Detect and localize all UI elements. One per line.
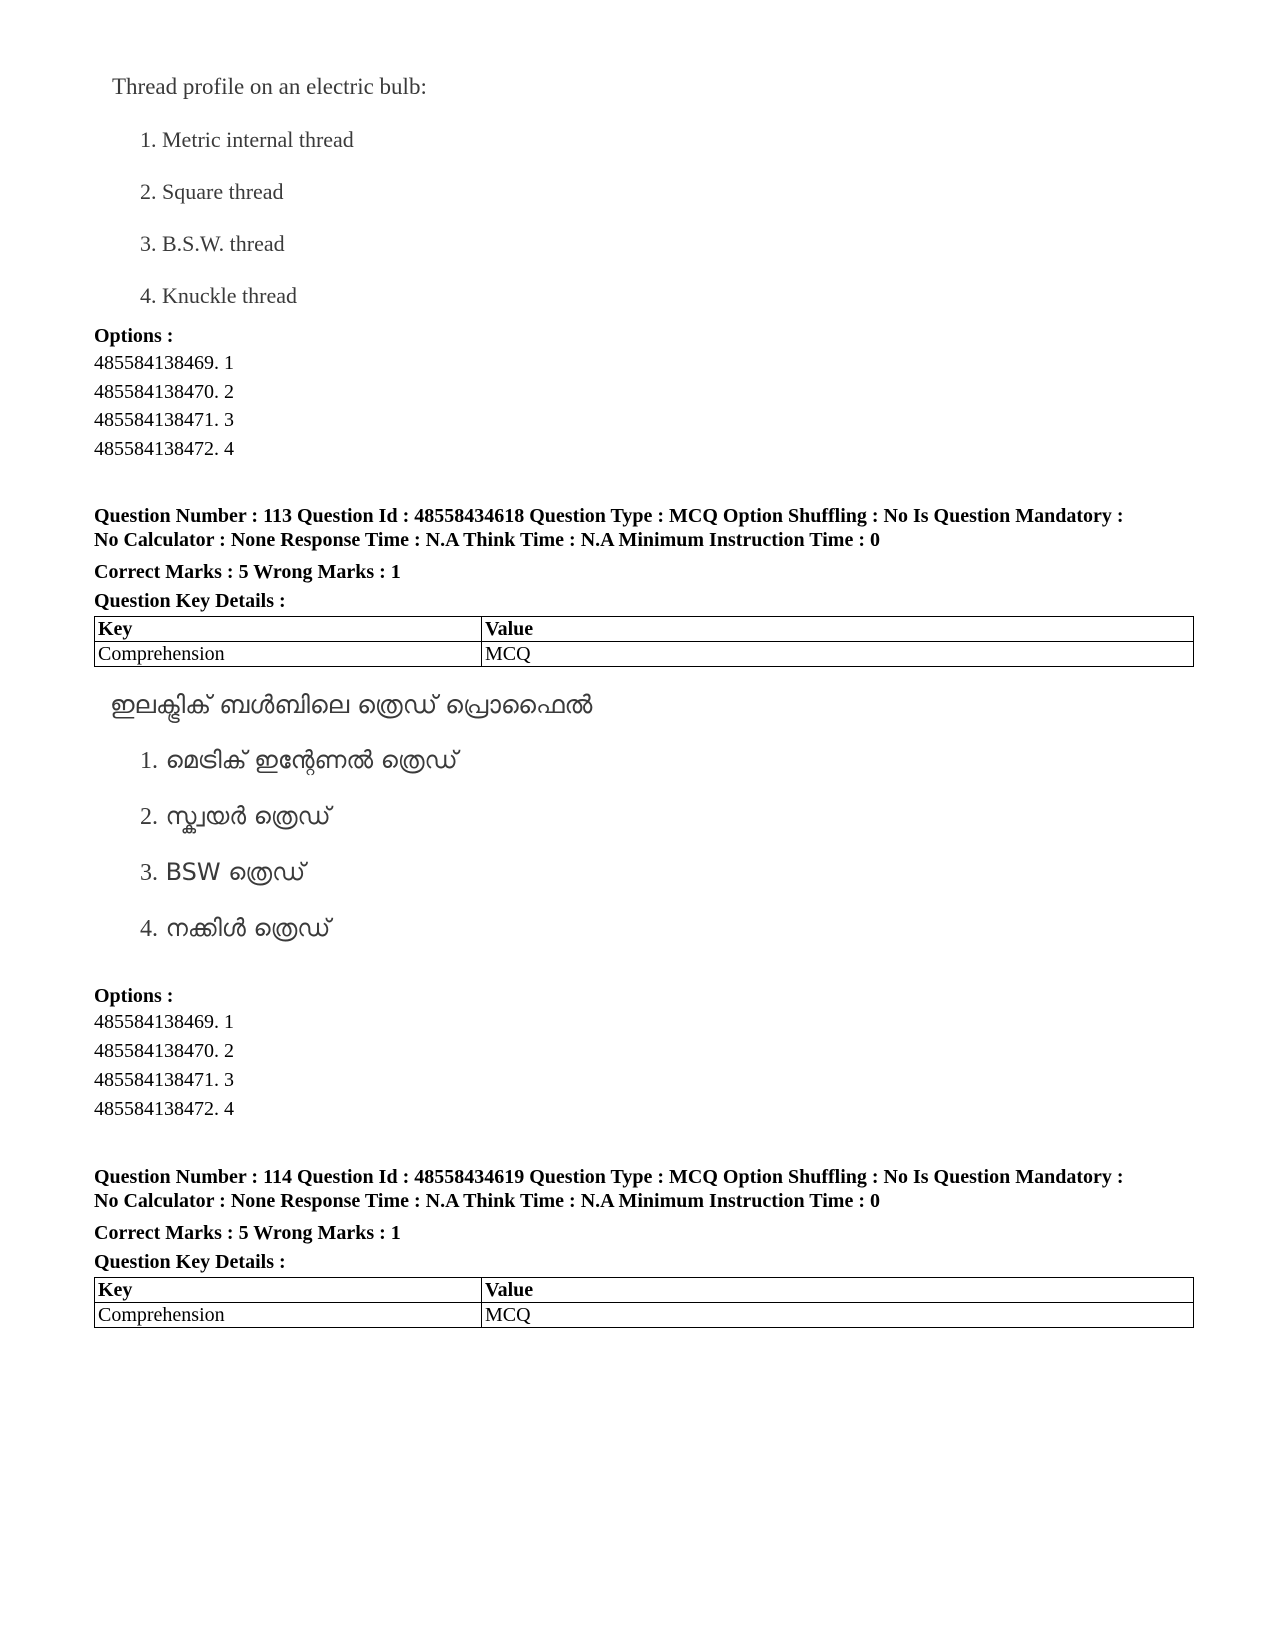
table-header-value: Value	[482, 617, 1194, 642]
table-cell-value: MCQ	[482, 1303, 1194, 1328]
option-row: 485584138470. 2	[94, 1040, 234, 1062]
table-cell-value: MCQ	[482, 642, 1194, 667]
item-number: 2.	[140, 804, 158, 830]
question-item: 2. Square thread	[140, 179, 284, 204]
question-meta	[94, 1165, 1204, 1213]
item-number: 4.	[140, 916, 158, 942]
options-label: Options :	[94, 985, 174, 1007]
question-meta-line2: No Calculator : None Response Time : N.A Think Time : N.A Minimum Instruction Time : 0	[94, 529, 880, 551]
options-label: Options :	[94, 325, 174, 347]
table-header-key: Key	[95, 617, 482, 642]
option-row: 485584138472. 4	[94, 438, 234, 460]
table-cell-key: Comprehension	[95, 642, 482, 667]
question-stem: ഇലക്ട്രിക് ബൾബിലെ ത്രെഡ് പ്രൊഫൈൽ	[110, 690, 593, 719]
question-meta-line1: Question Number : 113 Question Id : 48558434618 Question Type : MCQ Option Shuffling : No Is Question Mandatory :	[94, 505, 1124, 527]
question-item: 4. Knuckle thread	[140, 283, 297, 308]
question-stem: Thread profile on an electric bulb:	[112, 74, 427, 99]
item-text: നക്കിൾ ത്രെഡ്	[165, 914, 331, 942]
question-item: 3. B.S.W. thread	[140, 231, 285, 256]
item-number: 3.	[140, 860, 158, 886]
key-details-label: Question Key Details :	[94, 1251, 286, 1273]
table-cell-key: Comprehension	[95, 1303, 482, 1328]
table-row	[95, 1303, 1194, 1328]
question-key-table	[94, 616, 1194, 667]
table-header-row	[95, 1278, 1194, 1303]
option-row: 485584138471. 3	[94, 1069, 234, 1091]
item-text: മെട്രിക് ഇന്റേണൽ ത്രെഡ്	[165, 746, 458, 774]
question-key-table	[94, 1277, 1194, 1328]
question-item	[140, 746, 458, 775]
question-meta-line2: No Calculator : None Response Time : N.A Think Time : N.A Minimum Instruction Time : 0	[94, 1190, 880, 1212]
question-meta	[94, 504, 1204, 552]
item-number: 1.	[140, 748, 158, 774]
table-header-key: Key	[95, 1278, 482, 1303]
question-item: 1. Metric internal thread	[140, 127, 354, 152]
question-item	[140, 802, 331, 831]
marks-line: Correct Marks : 5 Wrong Marks : 1	[94, 561, 401, 583]
table-row	[95, 642, 1194, 667]
key-details-label: Question Key Details :	[94, 590, 286, 612]
table-header-value: Value	[482, 1278, 1194, 1303]
option-row: 485584138471. 3	[94, 409, 234, 431]
option-row: 485584138469. 1	[94, 1011, 234, 1033]
option-row: 485584138472. 4	[94, 1098, 234, 1120]
table-header-row	[95, 617, 1194, 642]
question-item	[140, 858, 305, 887]
item-text: BSW ത്രെഡ്	[165, 858, 306, 886]
marks-line: Correct Marks : 5 Wrong Marks : 1	[94, 1222, 401, 1244]
question-meta-line1: Question Number : 114 Question Id : 48558434619 Question Type : MCQ Option Shuffling : No Is Question Mandatory :	[94, 1166, 1124, 1188]
option-row: 485584138469. 1	[94, 352, 234, 374]
item-text: സ്ക്വയർ ത്രെഡ്	[165, 802, 331, 830]
option-row: 485584138470. 2	[94, 381, 234, 403]
question-item	[140, 914, 330, 943]
